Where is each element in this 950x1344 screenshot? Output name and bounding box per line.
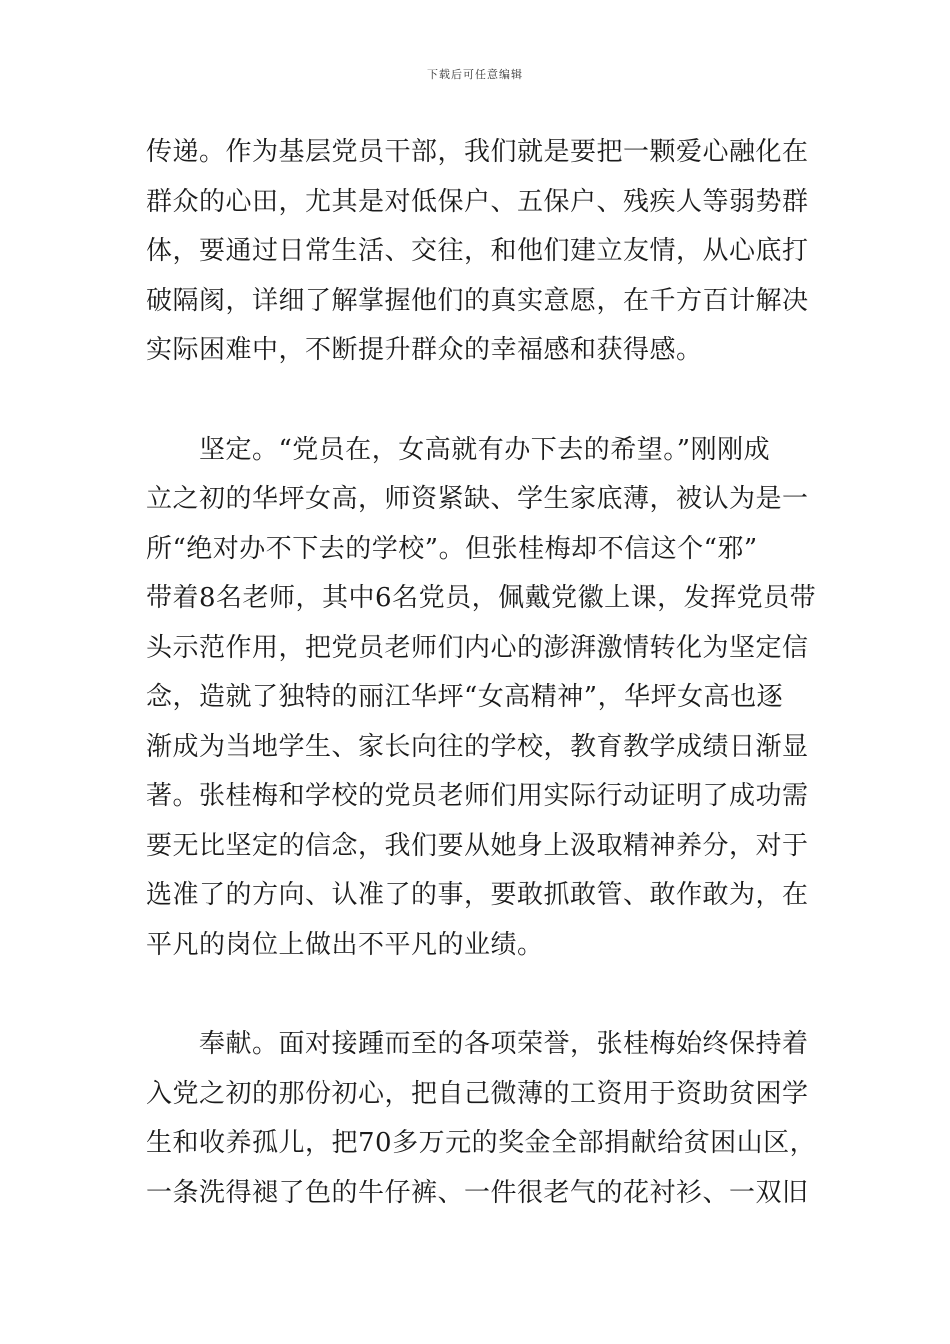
page-header: 下载后可任意编辑 [427, 68, 523, 81]
text-line: 头示范作用，把党员老师们内心的澎湃激情转化为坚定信 [146, 632, 809, 663]
text-line: 坚定。“党员在，女高就有办下去的希望。”刚刚成 [146, 434, 771, 465]
text-line: 入党之初的那份初心，把自己微薄的工资用于资助贫困学 [146, 1078, 809, 1109]
text-line: 平凡的岗位上做出不平凡的业绩。 [146, 929, 544, 960]
text-line: 传递。作为基层党员干部，我们就是要把一颗爱心融化在 [146, 137, 809, 167]
text-line: 生和收养孤儿，把70多万元的奖金全部捐献给贫困山区， [146, 1128, 817, 1158]
text-line: 要无比坚定的信念，我们要从她身上汲取精神养分，对于 [146, 830, 809, 861]
text-line: 带着8名老师，其中6名党员，佩戴党徽上课，发挥党员带 [146, 583, 817, 613]
text-line: 著。张桂梅和学校的党员老师们用实际行动证明了成功需 [146, 781, 809, 811]
paragraph-gap [146, 376, 810, 426]
paragraph-gap [146, 970, 810, 1020]
paragraph-2 [146, 426, 817, 971]
text-line: 选准了的方向、认准了的事，要敢抓敢管、敢作敢为，在 [146, 880, 809, 910]
text-line: 立之初的华坪女高，师资紧缺、学生家底薄，被认为是一 [146, 484, 809, 514]
text-line: 渐成为当地学生、家长向往的学校，教育教学成绩日渐显 [146, 731, 809, 762]
document-body [146, 128, 817, 1218]
paragraph-3 [146, 1020, 817, 1218]
paragraph-1 [146, 128, 810, 376]
text-line: 一条洗得褪了色的牛仔裤、一件很老气的花衬衫、一双旧 [146, 1177, 809, 1208]
text-line: 破隔阂，详细了解掌握他们的真实意愿，在千方百计解决 [146, 285, 809, 316]
text-line: 奉献。面对接踵而至的各项荣誉，张桂梅始终保持着 [146, 1029, 809, 1059]
text-line: 实际困难中，不断提升群众的幸福感和获得感。 [146, 335, 703, 365]
text-line: 体，要通过日常生活、交往，和他们建立友情，从心底打 [146, 236, 809, 266]
text-line: 群众的心田，尤其是对低保户、五保户、残疾人等弱势群 [146, 186, 809, 217]
text-line: 念，造就了独特的丽江华坪“女高精神”，华坪女高也逐 [146, 682, 784, 712]
text-line: 所“绝对办不下去的学校”。但张桂梅却不信这个“邪” [146, 533, 758, 564]
